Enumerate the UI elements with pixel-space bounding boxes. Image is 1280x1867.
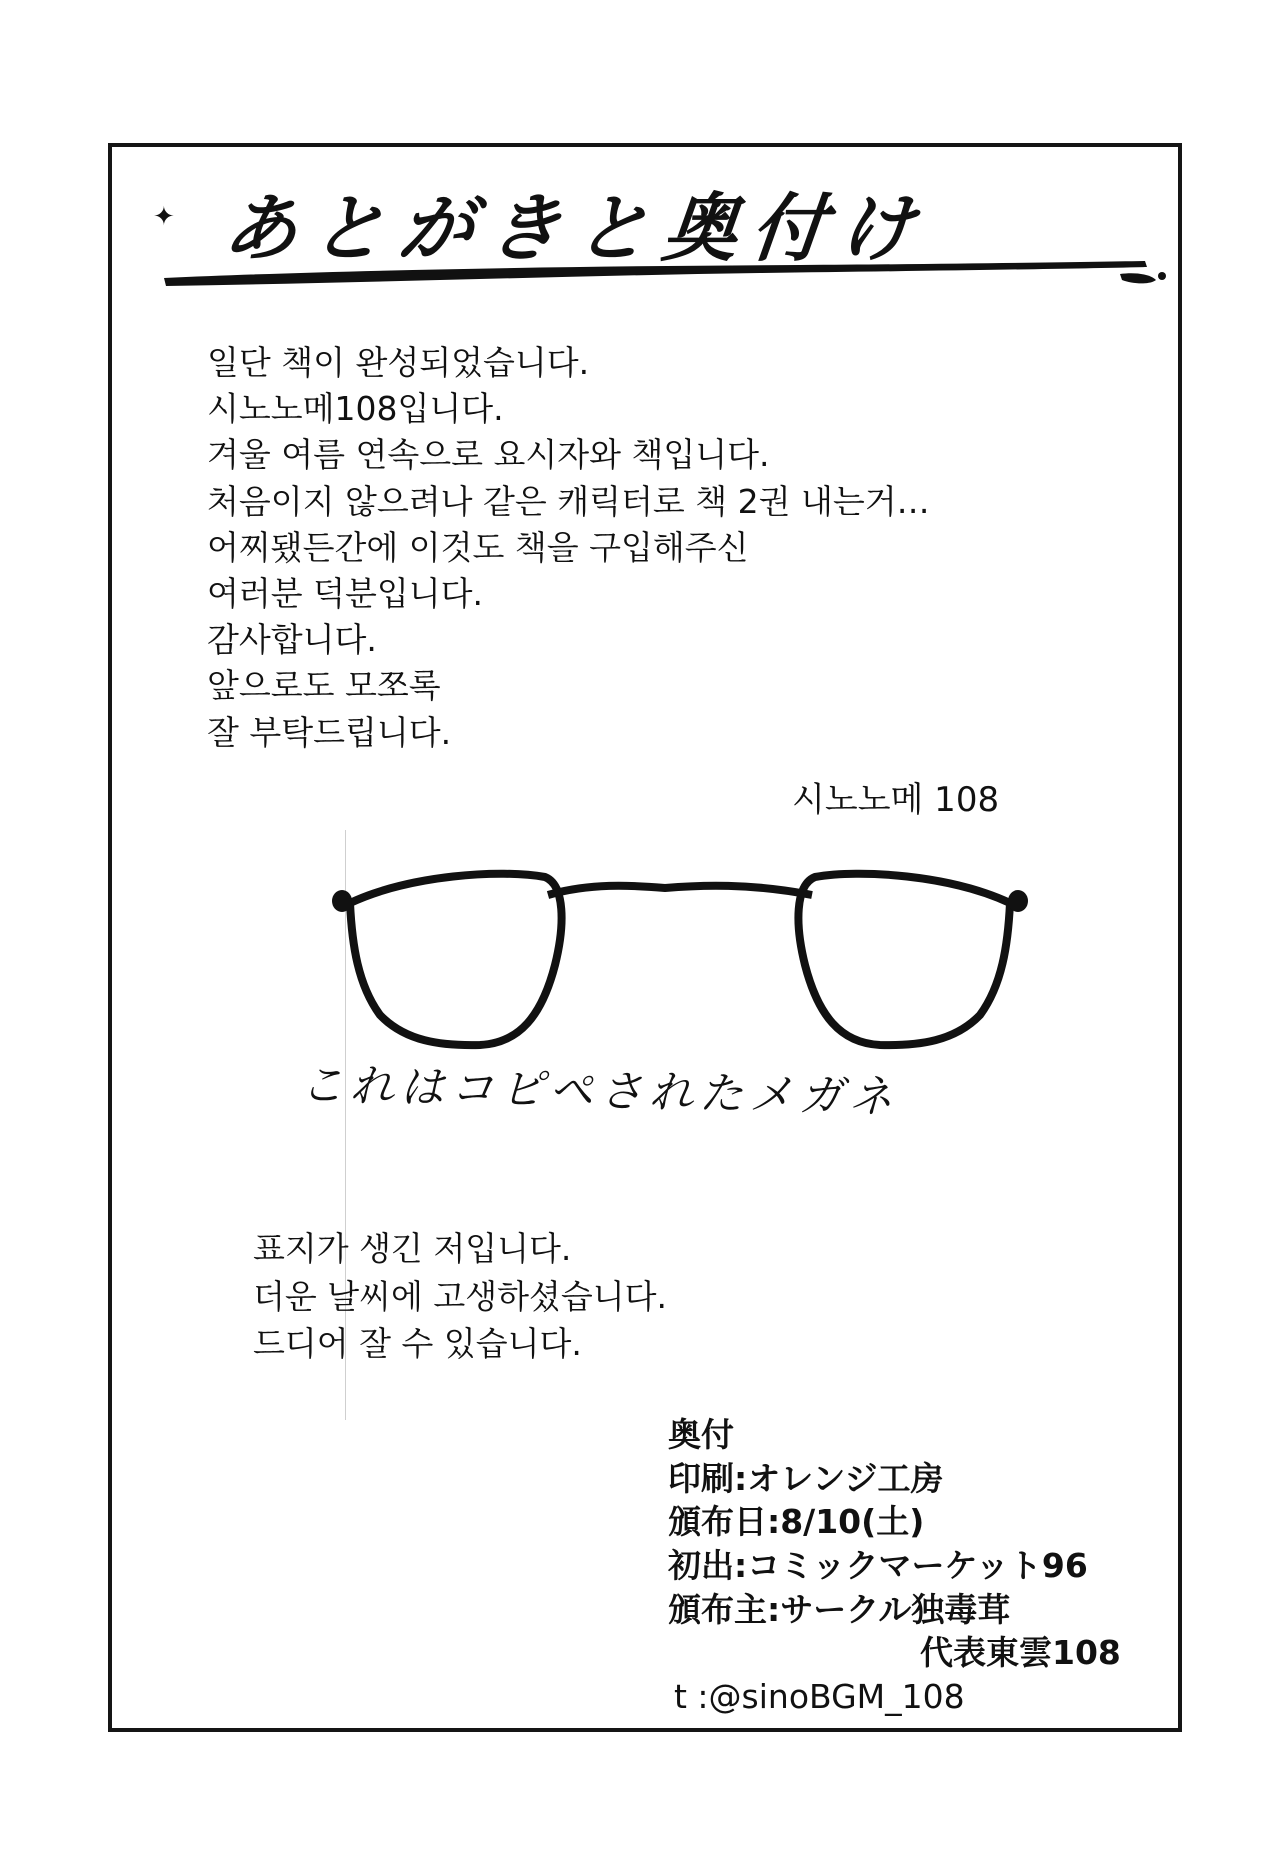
note-line: 표지가 생긴 저입니다. bbox=[253, 1229, 572, 1268]
colophon-first-appearance: 初出:コミックマーケット96 bbox=[668, 1546, 1088, 1586]
note-line: 더운 날씨에 고생하셨습니다. bbox=[253, 1276, 668, 1316]
message-line: 겨울 여름 연속으로 요시자와 책입니다. bbox=[207, 435, 770, 475]
star-icon: ✦ bbox=[153, 202, 175, 232]
page-title: あとがきと奥付け bbox=[218, 186, 932, 272]
afterword-message bbox=[207, 340, 930, 756]
colophon-distribution-date: 頒布日:8/10(土) bbox=[668, 1502, 925, 1542]
twitter-handle: t :@sinoBGM_108 bbox=[674, 1677, 965, 1716]
colophon bbox=[668, 1413, 1121, 1716]
brush-underline bbox=[160, 252, 1170, 294]
colophon-representative: 代表東雲108 bbox=[920, 1633, 1121, 1672]
glasses-illustration bbox=[330, 865, 1030, 1055]
message-line: 감사합니다. bbox=[207, 620, 377, 660]
message-line: 처음이지 않으려나 같은 캐릭터로 책 2권 내는거… bbox=[207, 481, 930, 521]
glasses-caption: これはコピペされたメガネ bbox=[299, 1059, 900, 1124]
colophon-distributor: 頒布主:サークル独毒茸 bbox=[668, 1589, 1011, 1629]
colophon-heading: 奥付 bbox=[668, 1415, 734, 1454]
message-line: 여러분 덕분입니다. bbox=[207, 574, 484, 614]
note-line: 드디어 잘 수 있습니다. bbox=[253, 1324, 582, 1363]
message-line: 일단 책이 완성되었습니다. bbox=[207, 343, 590, 382]
message-line: 잘 부탁드립니다. bbox=[207, 712, 452, 752]
author-signature: 시노노메 108 bbox=[792, 780, 1000, 820]
message-line: 앞으로도 모쪼록 bbox=[207, 666, 441, 706]
message-line: 어찌됐든간에 이것도 책을 구입해주신 bbox=[207, 527, 749, 567]
cover-note bbox=[253, 1225, 667, 1368]
message-line: 시노노메108입니다. bbox=[207, 389, 504, 429]
colophon-printing: 印刷:オレンジ工房 bbox=[668, 1458, 944, 1498]
